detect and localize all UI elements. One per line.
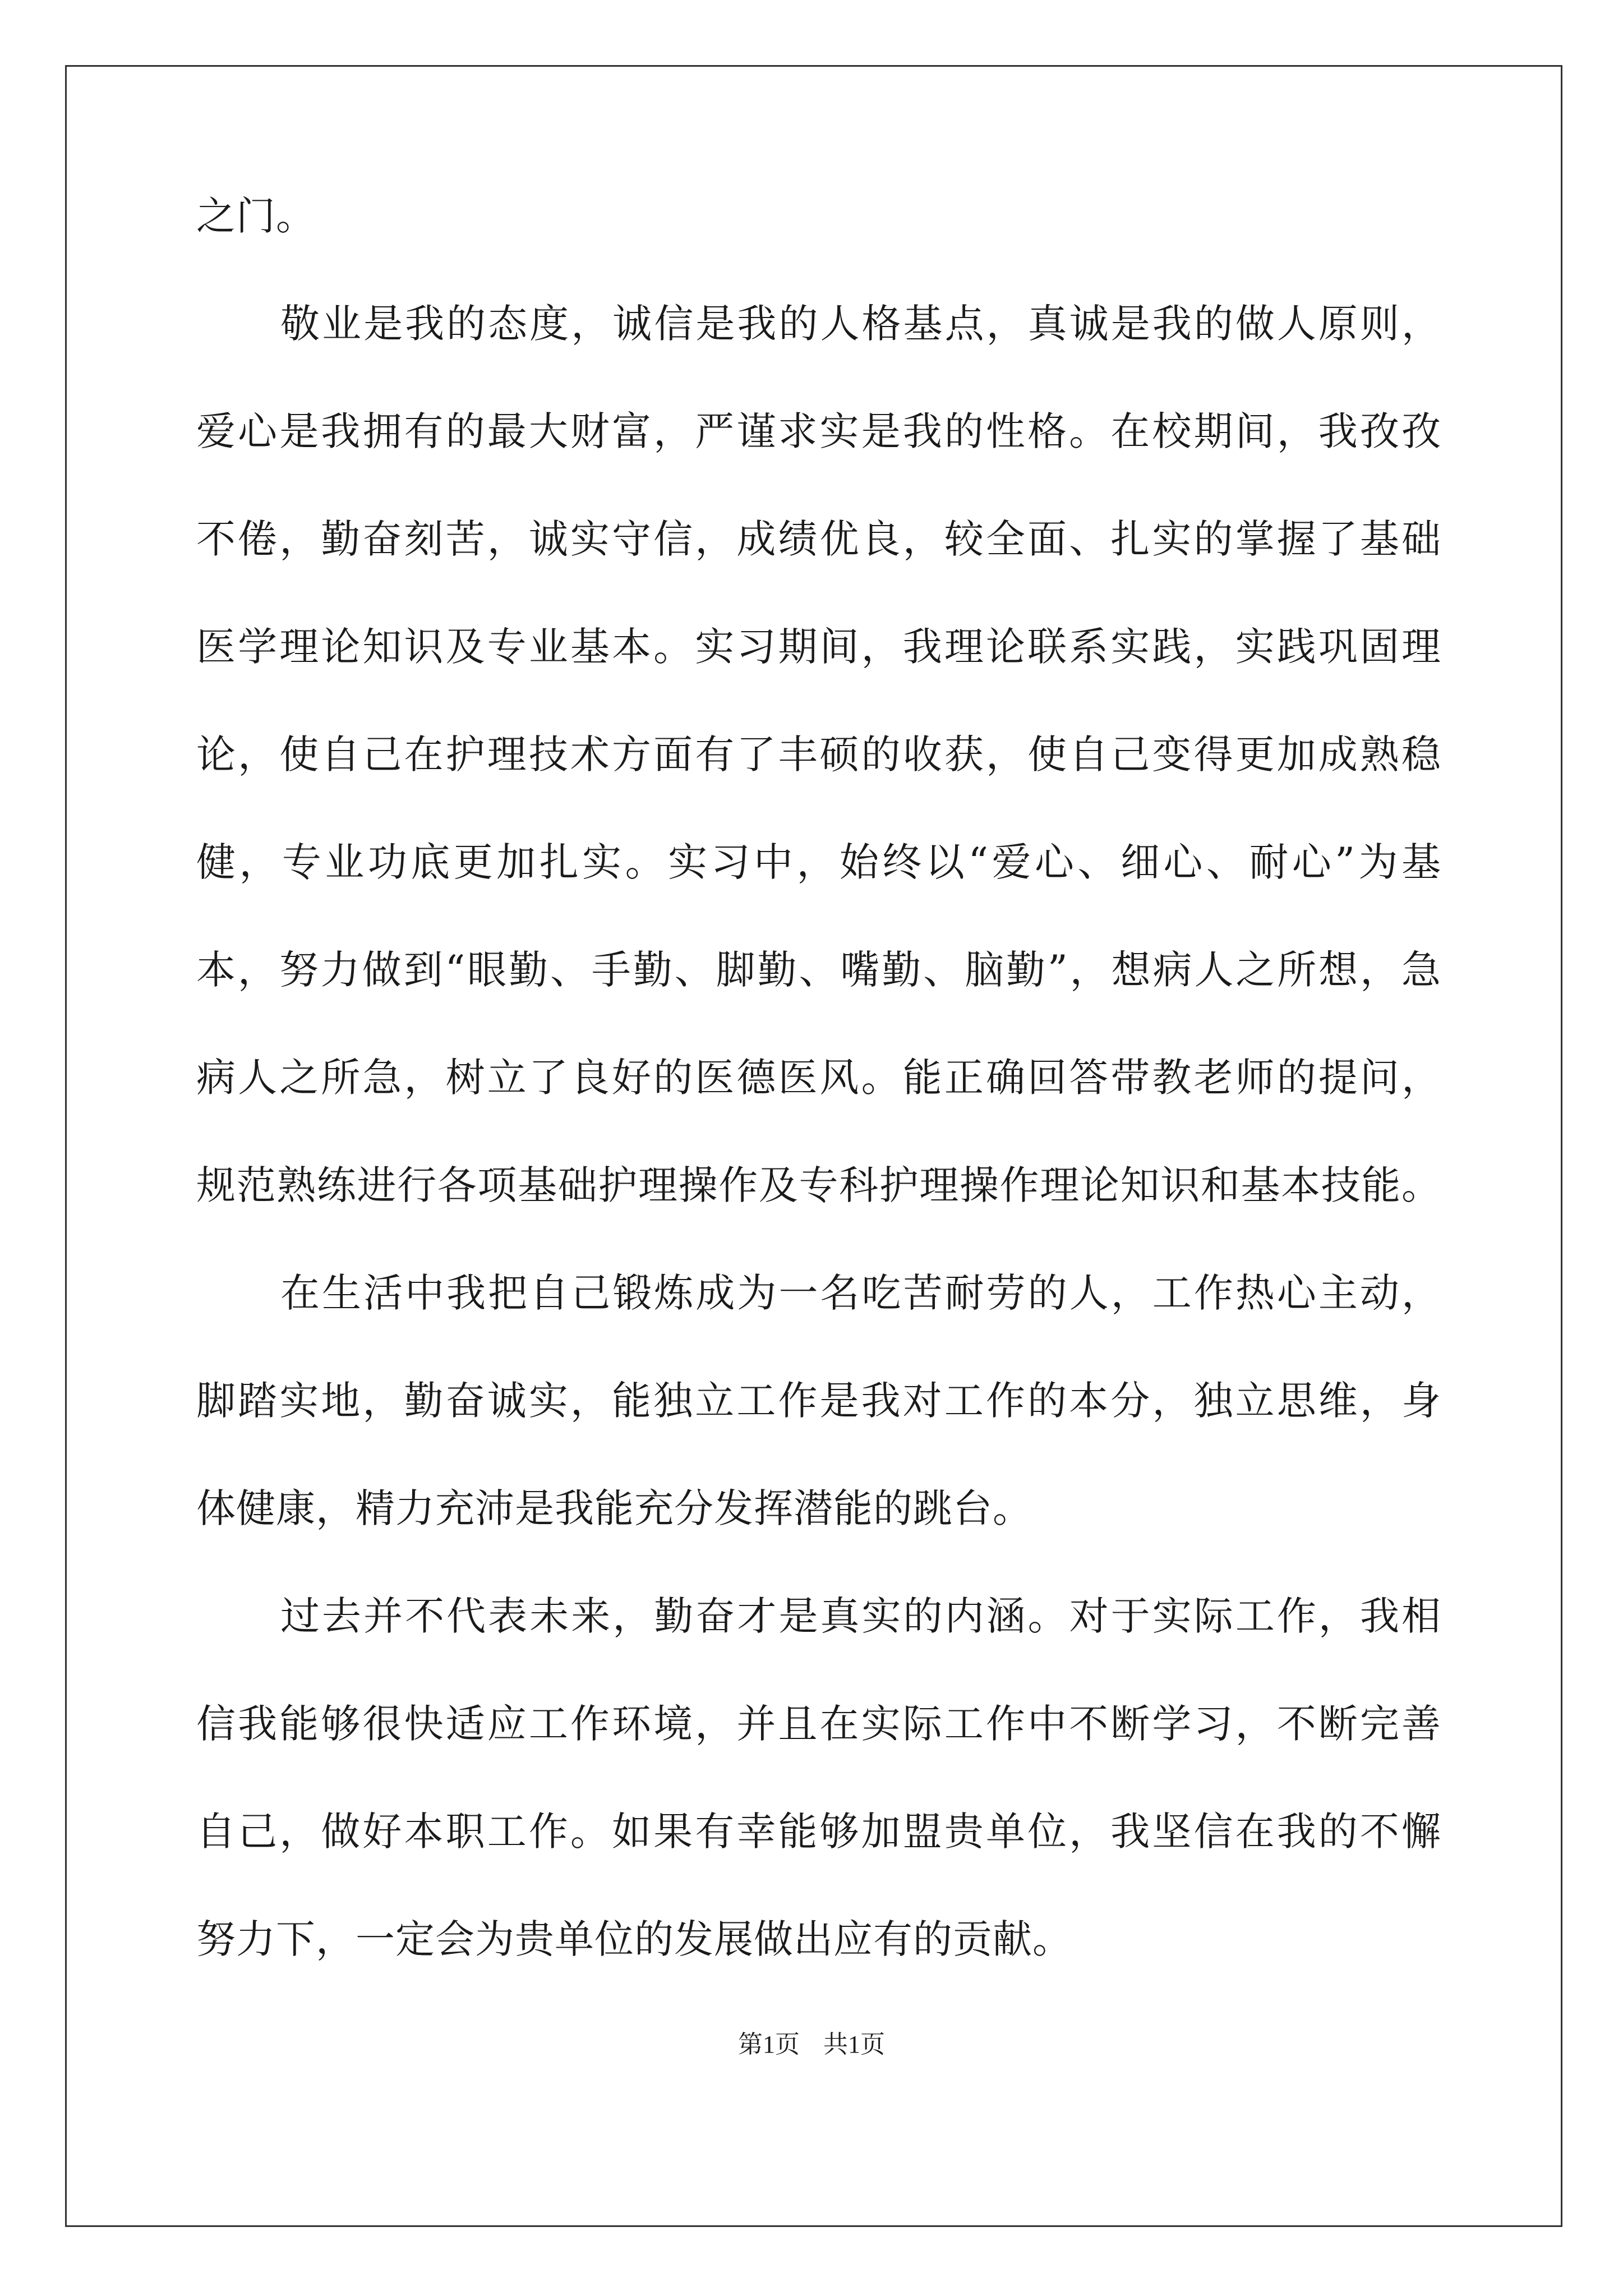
page-footer (0, 2028, 1623, 2062)
page-border (65, 65, 1562, 2227)
text-line: 健，专业功底更加扎实。实习中，始终以“爱心、细心、耐心”为基 (196, 839, 1441, 885)
text-line: 努力下，一定会为贵单位的发展做出应有的贡献。 (196, 1916, 1072, 1962)
text-line: 体健康，精力充沛是我能充分发挥潜能的跳台。 (196, 1485, 1032, 1531)
paragraph-first-line: 在生活中我把自己锻炼成为一名吃苦耐劳的人，工作热心主动， (280, 1270, 1441, 1316)
page-number-current: 第1页 (738, 2031, 800, 2058)
text-line: 爱心是我拥有的最大财富，严谨求实是我的性格。在校期间，我孜孜 (196, 408, 1441, 454)
text-line: 不倦，勤奋刻苦，诚实守信，成绩优良，较全面、扎实的掌握了基础 (196, 516, 1441, 562)
text-line: 论，使自己在护理技术方面有了丰硕的收获，使自己变得更加成熟稳 (196, 731, 1441, 777)
text-line: 脚踏实地，勤奋诚实，能独立工作是我对工作的本分，独立思维，身 (196, 1378, 1441, 1424)
text-line: 病人之所急，树立了良好的医德医风。能正确回答带教老师的提问， (196, 1055, 1441, 1101)
paragraph-first-line: 敬业是我的态度，诚信是我的人格基点，真诚是我的做人原则， (280, 301, 1441, 347)
text-line: 本，努力做到“眼勤、手勤、脚勤、嘴勤、脑勤”，想病人之所想，急 (196, 947, 1441, 993)
text-line: 医学理论知识及专业基本。实习期间，我理论联系实践，实践巩固理 (196, 624, 1441, 670)
page-number-total: 共1页 (823, 2031, 885, 2058)
text-line: 信我能够很快适应工作环境，并且在实际工作中不断学习，不断完善 (196, 1701, 1441, 1747)
text-line: 自己，做好本职工作。如果有幸能够加盟贵单位，我坚信在我的不懈 (196, 1809, 1441, 1855)
text-line: 之门。 (196, 193, 316, 239)
text-line: 规范熟练进行各项基础护理操作及专科护理操作理论知识和基本技能。 (196, 1162, 1441, 1208)
paragraph-first-line: 过去并不代表未来，勤奋才是真实的内涵。对于实际工作，我相 (280, 1593, 1441, 1639)
